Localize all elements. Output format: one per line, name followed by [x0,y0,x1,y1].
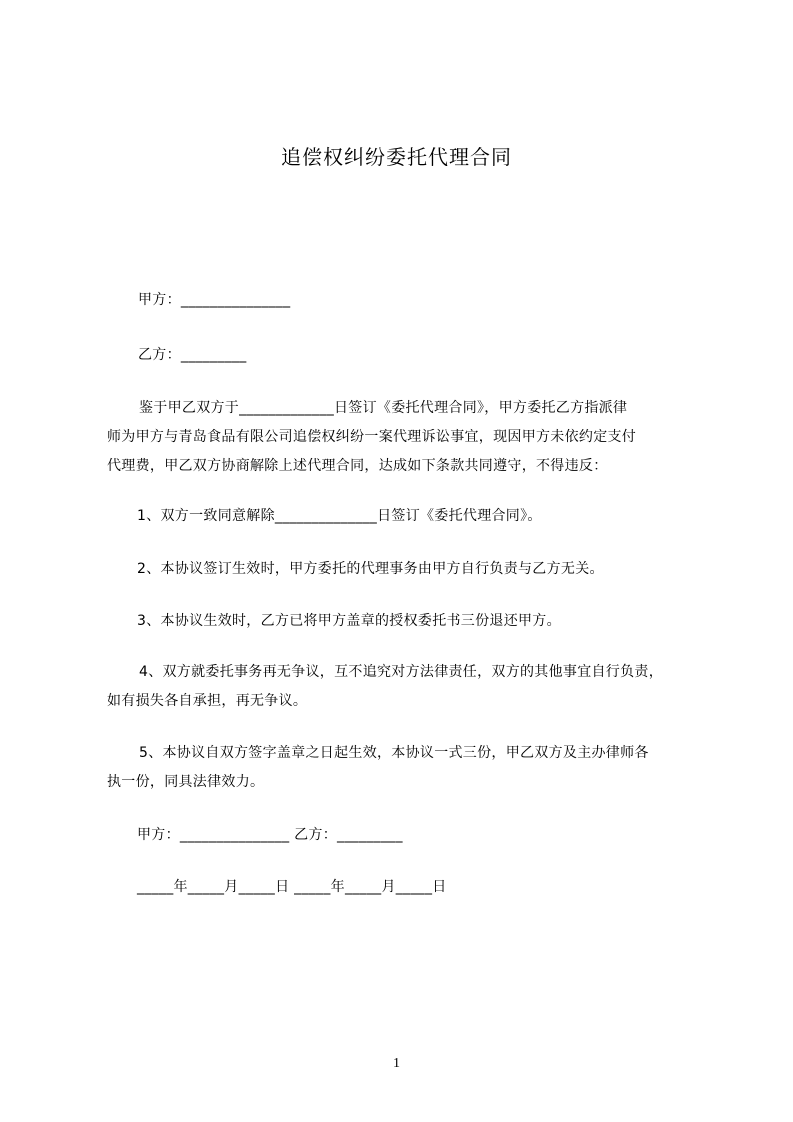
clause-2: 2、本协议签订生效时，甲方委托的代理事务由甲方自行负责与乙方无关。 [137,561,604,577]
document-title: 追偿权纠纷委托代理合同 [281,145,512,169]
clause-1: 1、双方一致同意解除______________日签订《委托代理合同》。 [137,508,542,524]
party-b-line: 乙方：_________ [138,347,247,363]
preamble-line: 鉴于甲乙双方于_____________日签订《委托代理合同》，甲方委托乙方指派律 [139,400,628,416]
clause-4-line: 4、双方就委托事务再无争议，互不追究对方法律责任，双方的其他事宜自行负责， [139,664,664,680]
clause-5-line: 执一份，同具法律效力。 [107,774,265,790]
party-a-line: 甲方：_______________ [138,292,291,308]
signature-line: 甲方：_______________ 乙方：_________ [137,827,403,843]
clause-3: 3、本协议生效时，乙方已将甲方盖章的授权委托书三份退还甲方。 [137,613,561,629]
clause-4-line: 如有损失各自承担，再无争议。 [107,693,308,709]
preamble-line: 师为甲方与青岛食品有限公司追偿权纠纷一案代理诉讼事宜，现因甲方未依约定支付 [107,429,637,445]
date-line: _____年_____月_____日 _____年_____月_____日 [137,879,447,895]
clause-5-line: 5、本协议自双方签字盖章之日起生效，本协议一式三份，甲乙双方及主办律师各 [139,745,649,761]
preamble-line: 代理费，甲乙双方协商解除上述代理合同，达成如下条款共同遵守，不得违反： [107,458,608,474]
page-number: 1 [393,1056,400,1071]
